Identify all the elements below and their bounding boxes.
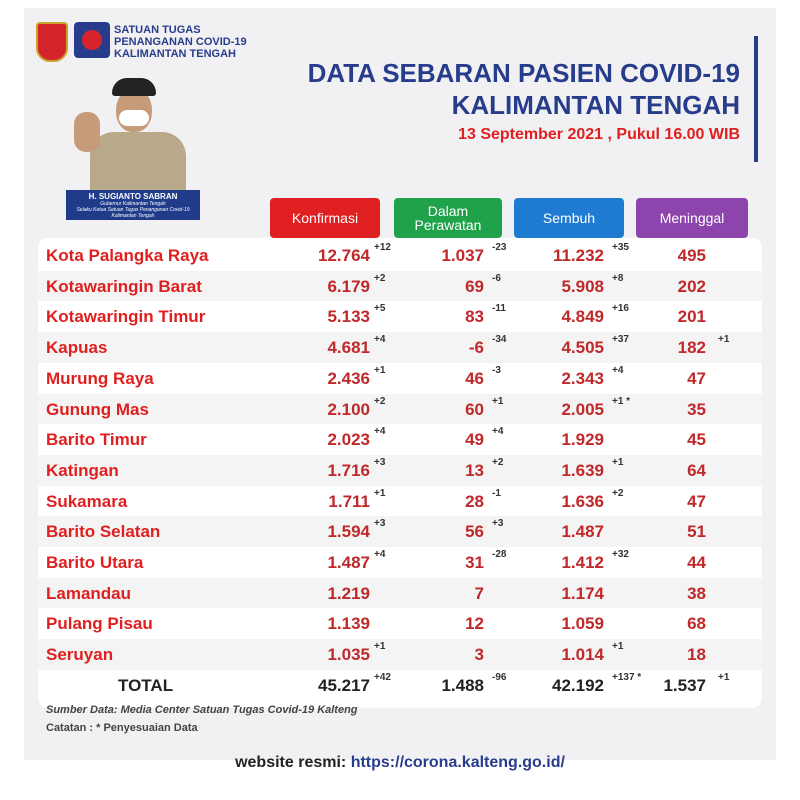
region-name: Sukamara (46, 491, 128, 511)
sembuh-delta: +16 (612, 303, 629, 315)
perawatan-delta: -23 (492, 242, 507, 253)
governor-name: H. SUGIANTO SABRAN (88, 192, 178, 201)
page-title-line-2: KALIMANTAN TENGAH (451, 90, 740, 120)
total-row (38, 670, 762, 701)
sembuh-delta: +35 (612, 242, 629, 253)
konfirmasi-value: 1.219 (327, 583, 370, 603)
konfirmasi-value: 1.711 (328, 491, 370, 511)
region-name: Kotawaringin Timur (46, 307, 206, 327)
perawatan-delta: -3 (492, 364, 501, 376)
meninggal-value: 44 (687, 553, 706, 572)
perawatan-value: 60 (465, 399, 484, 419)
meninggal-value: 35 (687, 399, 706, 419)
meninggal-value: 495 (677, 246, 706, 265)
meninggal-value: 201 (677, 307, 706, 327)
sembuh-delta: +4 (612, 364, 624, 376)
sembuh-value: 4.505 (561, 338, 604, 358)
perawatan-value: 13 (465, 460, 484, 480)
title-accent-bar (754, 36, 758, 162)
column-header-perawatan-line-1: Dalam (427, 203, 469, 219)
region-name: Katingan (46, 460, 119, 480)
sembuh-value: 1.487 (561, 522, 604, 542)
sembuh-value: 4.849 (561, 307, 604, 327)
perawatan-value: -6 (468, 338, 484, 358)
website-label: website resmi: (235, 754, 347, 771)
perawatan-value: 12 (465, 614, 484, 634)
column-header-perawatan-line-2: Perawatan (414, 217, 482, 233)
infographic-panel (24, 8, 776, 771)
column-header-meninggal: Meninggal (636, 198, 748, 238)
region-name: Kotawaringin Barat (46, 276, 202, 296)
satgas-covid-logo-icon (74, 22, 110, 58)
sembuh-value: 1.639 (561, 460, 604, 480)
meninggal-value: 45 (687, 430, 706, 450)
kalteng-emblem-icon (36, 22, 68, 62)
konfirmasi-value: 1.716 (327, 460, 370, 480)
region-name: Lamandau (46, 583, 132, 603)
table-row (38, 332, 762, 363)
table-row (38, 271, 762, 302)
perawatan-value: 83 (465, 307, 484, 327)
region-name: Gunung Mas (46, 399, 149, 419)
perawatan-delta: -34 (492, 334, 507, 346)
perawatan-value: 69 (465, 276, 484, 296)
meninggal-value: 38 (687, 583, 706, 603)
sembuh-delta: +1 (612, 456, 624, 468)
meninggal-value: 202 (677, 276, 706, 296)
website-line (24, 754, 776, 772)
sembuh-value: 2.343 (561, 368, 604, 388)
table-row (38, 240, 762, 271)
perawatan-value: 1.488 (441, 675, 484, 695)
meninggal-delta: +1 (718, 671, 730, 683)
sembuh-value: 11.232 (552, 246, 604, 265)
sembuh-value: 2.005 (561, 399, 604, 419)
perawatan-delta: +2 (492, 456, 504, 468)
table-row (38, 639, 762, 670)
konfirmasi-value: 1.594 (327, 522, 370, 542)
sembuh-delta: +32 (612, 549, 629, 560)
sembuh-delta: +137 * (612, 671, 642, 683)
konfirmasi-value: 1.487 (327, 553, 370, 572)
meninggal-value: 18 (687, 645, 706, 665)
konfirmasi-delta: +12 (374, 242, 391, 253)
sembuh-delta: +1 (612, 641, 624, 653)
konfirmasi-value: 12.764 (318, 246, 370, 265)
page-title-line-1: DATA SEBARAN PASIEN COVID-19 (307, 58, 740, 88)
konfirmasi-value: 1.139 (327, 614, 370, 634)
perawatan-value: 46 (465, 368, 484, 388)
perawatan-delta: -28 (492, 549, 507, 560)
sembuh-value: 1.412 (561, 553, 604, 572)
konfirmasi-delta: +3 (374, 456, 386, 468)
perawatan-delta: +3 (492, 518, 504, 530)
konfirmasi-delta: +2 (374, 395, 386, 407)
column-header-konfirmasi: Konfirmasi (270, 198, 380, 238)
table-row (38, 578, 762, 609)
table-row (38, 301, 762, 332)
meninggal-value: 47 (687, 368, 706, 388)
region-name: Kota Palangka Raya (46, 246, 209, 265)
meninggal-delta: +1 (718, 334, 730, 346)
table-row (38, 394, 762, 425)
konfirmasi-delta: +2 (374, 272, 386, 284)
sembuh-value: 1.174 (561, 583, 604, 603)
konfirmasi-value: 2.436 (327, 368, 370, 388)
table-row (38, 516, 762, 547)
sembuh-delta: +8 (612, 272, 624, 284)
governor-name-plate (66, 190, 200, 220)
sembuh-delta: +1 * (612, 395, 631, 407)
konfirmasi-value: 2.023 (327, 430, 370, 450)
konfirmasi-delta: +1 (374, 364, 386, 376)
governor-title-1: Gubernur Kalimantan Tengah (100, 201, 166, 207)
konfirmasi-delta: +4 (374, 549, 386, 560)
konfirmasi-delta: +42 (374, 671, 391, 683)
meninggal-value: 182 (677, 338, 706, 358)
region-name: Pulang Pisau (46, 614, 153, 634)
org-line-2: PENANGANAN COVID-19 (114, 36, 247, 48)
perawatan-value: 49 (465, 430, 484, 450)
konfirmasi-delta: +4 (374, 426, 386, 438)
table-row (38, 547, 762, 578)
region-name: Barito Selatan (46, 522, 161, 542)
report-date: 13 September 2021 , Pukul 16.00 WIB (458, 126, 740, 143)
sembuh-delta: +2 (612, 487, 624, 499)
column-header-sembuh: Sembuh (514, 198, 624, 238)
sembuh-value: 1.014 (561, 645, 604, 665)
region-name: Kapuas (46, 338, 108, 358)
data-table (38, 238, 762, 708)
perawatan-value: 31 (465, 553, 484, 572)
perawatan-delta: +1 (492, 395, 504, 407)
org-line-1: SATUAN TUGAS (114, 24, 201, 36)
perawatan-delta: -6 (492, 272, 501, 284)
sembuh-value: 42.192 (552, 675, 604, 695)
org-line-3: KALIMANTAN TENGAH (114, 48, 237, 60)
konfirmasi-value: 1.035 (327, 645, 370, 665)
sembuh-value: 5.908 (561, 276, 604, 296)
konfirmasi-delta: +1 (374, 487, 386, 499)
perawatan-delta: -1 (492, 487, 501, 499)
konfirmasi-delta: +4 (374, 334, 386, 346)
governor-photo (66, 72, 194, 190)
sembuh-value: 1.059 (561, 614, 604, 634)
region-name: Murung Raya (46, 368, 154, 388)
table-row (38, 455, 762, 486)
konfirmasi-value: 2.100 (327, 399, 370, 419)
governor-title-3: Kalimantan Tengah (111, 213, 155, 219)
sembuh-value: 1.636 (561, 491, 604, 511)
logo-group (36, 22, 110, 62)
perawatan-delta: -11 (492, 303, 506, 315)
sembuh-value: 1.929 (561, 430, 604, 450)
source-note: Sumber Data: Media Center Satuan Tugas Covid-19 Kalteng (46, 704, 358, 716)
perawatan-value: 56 (465, 522, 484, 542)
konfirmasi-value: 4.681 (327, 338, 370, 358)
total-label: TOTAL (118, 675, 174, 695)
table-row (38, 424, 762, 455)
org-name (114, 24, 247, 60)
perawatan-value: 3 (474, 645, 484, 665)
konfirmasi-delta: +3 (374, 518, 386, 530)
governor-title-2: Selaku Ketua Satuan Tugas Penanganan Covid-19 (76, 207, 190, 213)
perawatan-value: 7 (474, 583, 484, 603)
konfirmasi-delta: +5 (374, 303, 386, 315)
meninggal-value: 64 (687, 460, 706, 480)
perawatan-value: 1.037 (441, 246, 484, 265)
column-header-perawatan (394, 198, 502, 238)
region-name: Seruyan (46, 645, 114, 665)
region-name: Barito Timur (46, 430, 147, 450)
sembuh-delta: +37 (612, 334, 629, 346)
perawatan-value: 28 (465, 491, 484, 511)
table-row (38, 363, 762, 394)
footnote: Catatan : * Penyesuaian Data (46, 722, 198, 734)
table-row (38, 486, 762, 517)
meninggal-value: 47 (687, 491, 706, 511)
table-row (38, 608, 762, 639)
perawatan-delta: +4 (492, 426, 504, 438)
perawatan-delta: -96 (492, 671, 507, 683)
website-link[interactable]: https://corona.kalteng.go.id/ (350, 754, 565, 771)
meninggal-value: 51 (687, 522, 706, 542)
meninggal-value: 68 (687, 614, 706, 634)
konfirmasi-value: 45.217 (318, 675, 370, 695)
konfirmasi-delta: +1 (374, 641, 386, 653)
region-name: Barito Utara (46, 553, 144, 572)
konfirmasi-value: 6.179 (327, 276, 370, 296)
konfirmasi-value: 5.133 (327, 307, 370, 327)
meninggal-value: 1.537 (663, 675, 706, 695)
